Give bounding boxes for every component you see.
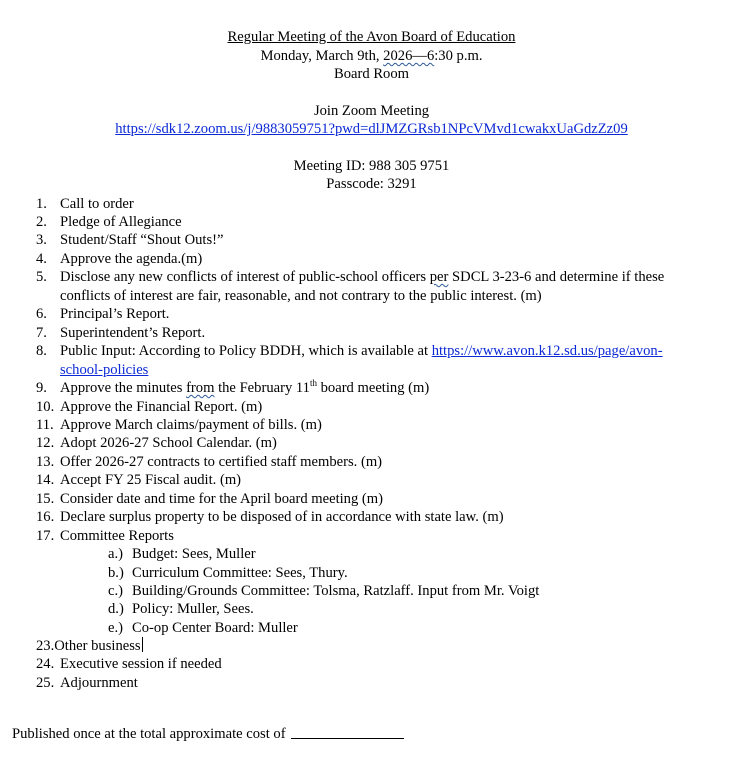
item-text <box>60 342 663 360</box>
item-text: Superintendent’s Report. <box>60 325 206 341</box>
item-text: conflicts of interest are fair, reasonable, and not contrary to the public interest. (m) <box>60 288 542 304</box>
item-text-part: Disclose any new conflicts of interest of public-school officers <box>60 269 430 285</box>
meeting-date <box>0 48 733 65</box>
item-text: Principal’s Report. <box>60 306 170 322</box>
item-text-part: Approve the minutes <box>60 380 187 396</box>
passcode: Passcode: 3291 <box>326 176 417 192</box>
text-cursor <box>142 637 143 652</box>
item-number: 8. <box>36 343 47 359</box>
item-text <box>60 379 429 397</box>
item-number: 4. <box>36 251 47 267</box>
date-year: 2026—6 <box>383 48 435 64</box>
committee-letter: c.) <box>108 583 123 599</box>
item-text: Executive session if needed <box>60 656 222 672</box>
committee-text: Budget: Sees, Muller <box>132 546 256 562</box>
item-text: Call to order <box>60 196 134 212</box>
item-number: 23. <box>36 638 55 654</box>
publication-text <box>12 725 404 743</box>
item-text: Student/Staff “Shout Outs!” <box>60 232 224 248</box>
item-text-part: board meeting (m) <box>316 380 430 396</box>
flagged-word: from <box>186 380 215 396</box>
item-text-part: the February 11 <box>214 380 310 396</box>
committee-text: Co-op Center Board: Muller <box>132 620 298 636</box>
item-text: Pledge of Allegiance <box>60 214 182 230</box>
item-number: 15. <box>36 491 55 507</box>
committee-text: Building/Grounds Committee: Tolsma, Ratzlaff. Input from Mr. Voigt <box>132 583 540 599</box>
item-number: 24. <box>36 656 55 672</box>
item-number: 16. <box>36 509 55 525</box>
item-text: Accept FY 25 Fiscal audit. (m) <box>60 472 242 488</box>
committee-letter: a.) <box>108 546 123 562</box>
item-text: Adopt 2026-27 School Calendar. (m) <box>60 435 277 451</box>
meeting-title-line <box>0 29 733 46</box>
item-number: 7. <box>36 325 47 341</box>
item-number: 12. <box>36 435 55 451</box>
item-number: 17. <box>36 528 55 544</box>
item-text[interactable] <box>36 637 143 655</box>
item-number: 13. <box>36 454 55 470</box>
cost-blank-line <box>291 726 404 739</box>
item-number: 11. <box>36 417 54 433</box>
item-text: Offer 2026-27 contracts to certified staff members. (m) <box>60 454 383 470</box>
zoom-link-line <box>0 121 733 138</box>
zoom-heading: Join Zoom Meeting <box>313 103 430 119</box>
date-prefix: Monday, March 9th, <box>260 48 384 64</box>
item-text: Approve March claims/payment of bills. (m) <box>60 417 322 433</box>
policy-link[interactable]: https://www.avon.k12.sd.us/page/avon- <box>431 343 663 359</box>
item-number: 1. <box>36 196 47 212</box>
publication-label: Published once at the total approximate cost of <box>12 726 286 742</box>
item-number: 10. <box>36 399 55 415</box>
meeting-title: Regular Meeting of the Avon Board of Education <box>227 29 516 45</box>
item-text: Declare surplus property to be disposed of in accordance with state law. (m) <box>60 509 504 525</box>
meeting-id: Meeting ID: 988 305 9751 <box>293 158 450 174</box>
policy-link-continued[interactable]: school-policies <box>60 362 149 378</box>
item-text-part: Public Input: According to Policy BDDH, which is available at <box>60 343 432 359</box>
committee-text: Policy: Muller, Sees. <box>132 601 254 617</box>
flagged-word: per <box>429 269 449 285</box>
item-number: 3. <box>36 232 47 248</box>
date-suffix: :30 p.m. <box>434 48 483 64</box>
item-number: 9. <box>36 380 47 396</box>
item-text-part: Other business <box>54 638 141 654</box>
item-text: Approve the Financial Report. (m) <box>60 399 263 415</box>
item-text <box>60 268 664 286</box>
ordinal-suffix: th <box>309 378 317 389</box>
item-text: Committee Reports <box>60 528 174 544</box>
committee-letter: b.) <box>108 565 124 581</box>
item-number: 5. <box>36 269 47 285</box>
committee-letter: e.) <box>108 620 123 636</box>
item-text: Approve the agenda.(m) <box>60 251 203 267</box>
zoom-link[interactable]: https://sdk12.zoom.us/j/9883059751?pwd=dlJMZGRsb1NPcVMvd1cwakxUaGdzZz09 <box>115 121 628 137</box>
committee-text: Curriculum Committee: Sees, Thury. <box>132 565 348 581</box>
item-number: 2. <box>36 214 47 230</box>
meeting-location: Board Room <box>334 66 409 82</box>
item-number: 25. <box>36 675 55 691</box>
committee-letter: d.) <box>108 601 124 617</box>
item-number: 14. <box>36 472 55 488</box>
item-text: Adjournment <box>60 675 138 691</box>
item-text: Consider date and time for the April board meeting (m) <box>60 491 384 507</box>
item-number: 6. <box>36 306 47 322</box>
item-text-part: SDCL 3-23-6 and determine if these <box>448 269 665 285</box>
